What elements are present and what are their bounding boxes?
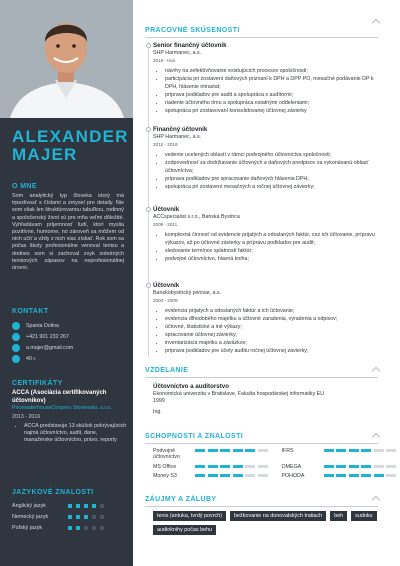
- job-date: 2016 - trvá: [153, 58, 175, 63]
- timeline-dot: [146, 127, 151, 132]
- certificate-entry: [12, 390, 127, 443]
- level-segment: [208, 474, 218, 477]
- certificate-date: 2013 - 2016: [12, 414, 41, 420]
- list-item: • inventarizácia majetku a záväzkov;: [165, 340, 383, 348]
- education-heading: VZDELANIE: [145, 367, 189, 374]
- corner-mark-icon: [372, 433, 380, 441]
- languages-heading: JAZYKOVÉ ZNALOSTI: [12, 489, 94, 496]
- language-row: [12, 500, 128, 511]
- level-segment: [349, 474, 359, 477]
- level-segment: [245, 474, 255, 477]
- level-dot: [68, 526, 72, 530]
- languages-list: [12, 500, 128, 533]
- level-segment: [208, 465, 218, 468]
- profile-photo: [0, 0, 133, 118]
- education-school: Ekonomická univerzita v Bratislave, Fakulta hospodárskej informatiky EU: [153, 391, 325, 397]
- interest-tag: bežkovanie na donovalských tratiach: [230, 511, 326, 521]
- skill-row: [282, 448, 397, 461]
- job-bullets: [153, 152, 383, 191]
- level-segment: [386, 449, 396, 452]
- level-segment: [374, 465, 384, 468]
- certificate-org: PricewaterhouseCoopers Slovensko, s.r.o.: [12, 405, 112, 411]
- list-item: • evidencia dlhodobého majetku a účtovné zaradenia, vyradenia a odpisov;: [165, 316, 383, 324]
- level-segment: [386, 465, 396, 468]
- skills-heading: SCHOPNOSTI A ZNALOSTI: [145, 433, 244, 440]
- level-dot: [68, 504, 72, 508]
- contact-list: [12, 320, 127, 364]
- skill-name: OMEGA: [281, 463, 302, 470]
- first-name: ALEXANDER: [12, 127, 129, 146]
- about-heading: O MNE: [12, 183, 37, 190]
- level-dot: [84, 515, 88, 519]
- level-dot: [100, 526, 104, 530]
- job-company: SHP Harmanec, a.s.: [153, 134, 202, 140]
- skill-name: IFRS: [281, 448, 294, 454]
- skill-row: [282, 473, 397, 479]
- language-level: [68, 504, 104, 508]
- timeline-dot: [146, 283, 151, 288]
- list-item: • riadenie účtovného tímu a spolupráca ostatnými oddeleniami;: [165, 100, 383, 108]
- level-segment: [361, 465, 371, 468]
- skill-row: [282, 464, 397, 470]
- interest-tag: sudoku: [351, 511, 376, 521]
- skill-name: MS Office: [153, 463, 177, 470]
- list-item: • príprava podkladov pre účely auditu ročnej účtovnej závierky;: [165, 348, 383, 356]
- level-segment: [374, 474, 384, 477]
- corner-mark-icon: [372, 19, 380, 27]
- section-divider: [145, 443, 378, 444]
- level-segment: [208, 449, 218, 452]
- level-dot: [84, 526, 88, 530]
- skill-level: [324, 449, 397, 452]
- timeline-rail: [148, 45, 149, 357]
- interest-tag: beh: [330, 511, 347, 521]
- portrait-image: [0, 0, 133, 118]
- contact-age: 40 r.: [12, 353, 127, 364]
- language-name: Nemecký jazyk: [12, 513, 49, 520]
- level-segment: [374, 449, 384, 452]
- job-entry-1: [153, 42, 383, 116]
- level-dot: [100, 515, 104, 519]
- list-item: • príprava podkladov pre spracovanie daňových hlásenia DPH;: [165, 176, 383, 184]
- list-item: • spolupráca pri zostavovaní konsolidovanej účtovnej závierky: [165, 108, 383, 116]
- interest-tag: tenis (antuka, tvrdý povrch): [153, 511, 226, 521]
- level-dot: [76, 515, 80, 519]
- skill-row: [153, 464, 268, 470]
- list-item: • podvojné účtovníctvo, hlavná kniha;: [165, 256, 383, 264]
- level-dot: [76, 504, 80, 508]
- job-date: 2012 - 2016: [153, 142, 178, 147]
- job-entry-4: [153, 282, 383, 356]
- level-segment: [195, 465, 205, 468]
- list-item: • participácia pri zostavení daňových priznaní k DPH a DPP PO, mesačné podávanie DP k DPH, hlásenie intrastat;: [165, 76, 383, 91]
- job-bullets: [153, 68, 383, 115]
- job-entry-3: [153, 206, 383, 264]
- job-title: Účtovník: [153, 206, 180, 213]
- job-bullets: [153, 308, 383, 356]
- job-company: Banskobystrický pivovar, a.s.: [153, 290, 222, 296]
- skill-name: Podvojné účtovníctvo: [153, 448, 180, 461]
- timeline-dot: [146, 207, 151, 212]
- language-row: [12, 511, 128, 522]
- job-bullets: [153, 232, 383, 263]
- level-segment: [349, 449, 359, 452]
- list-item: • spolupráca pri zostavení mesačných a ročnej účtovnej závierky;: [165, 184, 383, 192]
- job-entry-2: [153, 126, 383, 192]
- skill-level: [324, 465, 397, 468]
- list-item: • zodpovednosť za dodržiavanie účtovných a daňových predpisov za vykonávanú oblasť účtovníctva;: [165, 160, 383, 175]
- level-segment: [245, 449, 255, 452]
- level-segment: [195, 474, 205, 477]
- level-segment: [336, 449, 346, 452]
- corner-mark-icon: [372, 367, 380, 375]
- job-title: Senior finančný účtovník: [153, 42, 227, 49]
- level-segment: [195, 449, 205, 452]
- level-segment: [245, 465, 255, 468]
- list-item: • sledovanie termínov splatností faktúr;: [165, 248, 383, 256]
- level-segment: [233, 465, 243, 468]
- level-segment: [233, 474, 243, 477]
- job-title: Finančný účtovník: [153, 126, 208, 133]
- list-item: • evidencia prijatých a odoslaných faktúr a ich účtovanie;: [165, 308, 383, 316]
- level-segment: [336, 465, 346, 468]
- skills-grid: [153, 448, 381, 480]
- level-segment: [324, 465, 334, 468]
- job-date: 2004 - 2009: [153, 298, 178, 303]
- job-date: 2009 - 2011: [153, 222, 178, 227]
- person-name: [12, 128, 127, 164]
- interests-tags: [153, 511, 383, 535]
- skill-name: Money S3: [153, 473, 177, 480]
- list-item: • ACCA predstavuje 13 skúšok pokrývajúcich najmä účtovníctvo, audit, dane, manažérske účtovníctvo, právo, reporty: [24, 423, 127, 443]
- level-dot: [92, 526, 96, 530]
- level-segment: [386, 474, 396, 477]
- language-name: Anglický jazyk: [12, 502, 46, 509]
- contact-email[interactable]: a.majer@gmail.com: [12, 342, 127, 353]
- job-company: ACCspecialist s.r.o., Banská Bystrica: [153, 214, 240, 220]
- skill-level: [324, 474, 397, 477]
- job-title: Účtovník: [153, 282, 180, 289]
- level-segment: [258, 465, 268, 468]
- skill-level: [195, 465, 268, 468]
- level-segment: [361, 449, 371, 452]
- level-segment: [220, 474, 230, 477]
- sidebar: [0, 0, 133, 566]
- job-company: SHP Harmanec, a.s.: [153, 50, 202, 56]
- interests-heading: ZÁUJMY A ZÁLUBY: [145, 496, 217, 503]
- skill-level: [195, 449, 268, 452]
- email-icon: [12, 344, 20, 352]
- contact-heading: KONTAKT: [12, 308, 49, 315]
- level-dot: [100, 504, 104, 508]
- corner-mark-icon: [372, 496, 380, 504]
- education-entry: [153, 383, 383, 416]
- age-icon: [12, 355, 20, 363]
- location-icon: [12, 322, 20, 330]
- language-name: Poľský jazyk: [12, 524, 43, 531]
- list-item: • príprava podkladov pre audit a spolupráca s audítormi;: [165, 92, 383, 100]
- level-segment: [258, 474, 268, 477]
- language-level: [68, 515, 104, 519]
- level-dot: [68, 515, 72, 519]
- skill-row: [153, 473, 268, 479]
- language-row: [12, 522, 128, 533]
- skill-level: [195, 474, 268, 477]
- skill-row: [153, 448, 268, 461]
- last-name: MAJER: [12, 145, 78, 164]
- timeline-dot: [146, 43, 151, 48]
- education-level: Ing.: [153, 409, 162, 415]
- level-segment: [349, 465, 359, 468]
- level-dot: [76, 526, 80, 530]
- contact-phone[interactable]: +421 901 232 267: [12, 331, 127, 342]
- list-item: • účtovné, štatistické a iné výkazy;: [165, 324, 383, 332]
- level-dot: [84, 504, 88, 508]
- about-text: Som analytický typ človeka ktorý má trpezlivosť s číslami a zmysel pre detaily. Nie som však len štruktúrovanou tabuľkou, rodinný a spoločenský život sú pre mňa veľmi dôležité. Vyhľadávam príjemnosť ľudí, ktorí myslia pozitívne, humorne, no zároveň sa môžem od nich učiť a vždy z nich viac získať. Rok som sa počas školy profesionálne venoval tenisu a dodnes som si zachoval zvyk sobotných tenisových zápasov na neprofesionálnej úrovni.: [12, 193, 124, 272]
- section-divider: [145, 506, 378, 507]
- level-dot: [92, 504, 96, 508]
- list-item: • vedenie ucelených oblastí v rámci podvojného účtovníctva spoločnosti;: [165, 152, 383, 160]
- level-dot: [92, 515, 96, 519]
- interest-tag: audioknihy počas behu: [153, 525, 216, 535]
- list-item: • komplexná činnosť od evidencie prijatých a odoslaných faktúr, cez ich účtovanie, prípravu výkazov, až po účtovné závierky a prípravu podkladov pre audit;: [165, 232, 383, 247]
- list-item: • spracovanie účtovnej závierky;: [165, 332, 383, 340]
- education-degree: Účtovníctvo a audítorstvo: [153, 383, 229, 390]
- certificate-bullets: [12, 423, 127, 443]
- level-segment: [220, 449, 230, 452]
- section-divider: [145, 37, 378, 38]
- language-level: [68, 526, 104, 530]
- education-date: 1999: [153, 398, 165, 404]
- level-segment: [324, 474, 334, 477]
- level-segment: [324, 449, 334, 452]
- contact-location: Spania Dolina: [12, 320, 127, 331]
- list-item: • návrhy na zefektívňovanie existujúcich procesov spoločnosti;: [165, 68, 383, 76]
- level-segment: [258, 449, 268, 452]
- skill-name: POHODA: [281, 473, 305, 480]
- phone-icon: [12, 333, 20, 341]
- certificate-name: ACCA (Asociácia certifikovaných účtovníkov): [12, 390, 107, 404]
- level-segment: [220, 465, 230, 468]
- level-segment: [233, 449, 243, 452]
- level-segment: [336, 474, 346, 477]
- certificates-heading: CERTIFIKÁTY: [12, 380, 63, 387]
- experience-heading: PRACOVNÉ SKÚSENOSTI: [145, 27, 240, 34]
- level-segment: [361, 474, 371, 477]
- section-divider: [145, 377, 378, 378]
